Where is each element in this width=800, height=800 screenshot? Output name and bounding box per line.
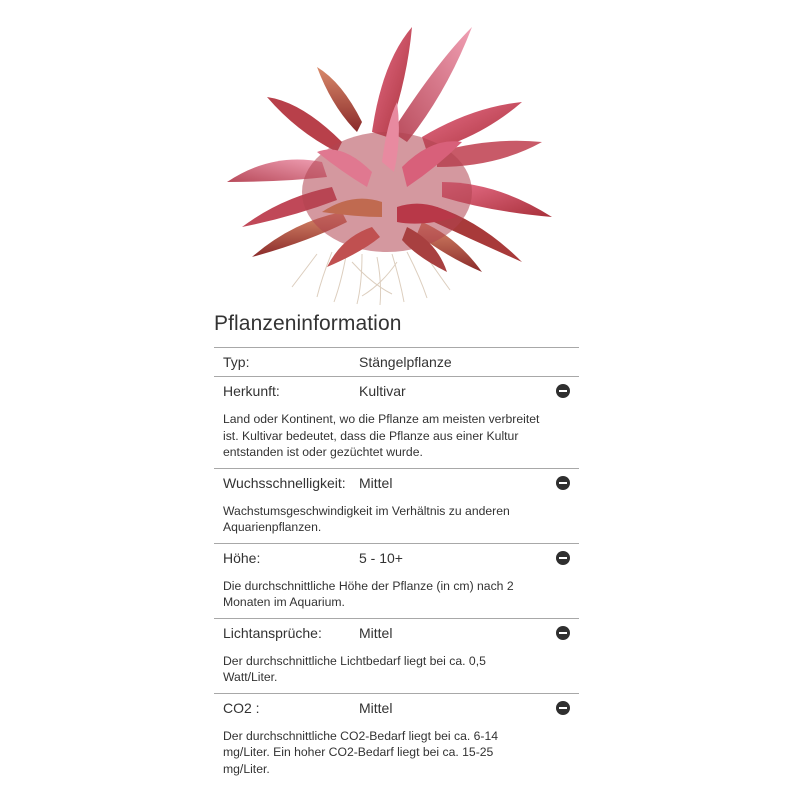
row-label: Höhe: (223, 549, 261, 566)
row-label: Herkunft: (223, 383, 280, 399)
row-description: Der durchschnittliche Lichtbedarf liegt bei ca. 0,5 Watt/Liter. (223, 653, 486, 684)
row-value: 5 - 10+ (359, 549, 403, 566)
row-label: Lichtansprüche: (223, 624, 322, 641)
row-value: Mittel (359, 474, 393, 491)
minus-circle-icon[interactable] (556, 626, 570, 640)
row-label: CO2 : (223, 699, 260, 716)
row-value: Kultivar (359, 383, 406, 399)
row-description: Die durchschnittliche Höhe der Pflanze (in cm) nach 2 Monaten im Aquarium. (223, 578, 514, 609)
page-title: Pflanzeninformation (214, 312, 402, 335)
minus-circle-icon[interactable] (556, 476, 570, 490)
plant-illustration (222, 22, 562, 307)
row-description: Wachstumsgeschwindigkeit im Verhältnis zu anderen Aquarienpflanzen. (223, 503, 510, 534)
info-row-growth-rate (214, 468, 579, 543)
row-description: Der durchschnittliche CO2-Bedarf liegt bei ca. 6-14 mg/Liter. Ein hoher CO2-Bedarf liegt bei ca. 15-25 mg/Liter. (223, 728, 499, 776)
info-row-origin (214, 376, 579, 468)
row-label: Wuchsschnelligkeit: (223, 474, 346, 491)
info-row-height (214, 543, 579, 618)
row-label: Typ: (223, 354, 250, 370)
row-description: Land oder Kontinent, wo die Pflanze am meisten verbreitet ist. Kultivar bedeutet, dass die Pflanze aus einer Kultur entstanden ist oder gezüchtet wurde. (223, 412, 540, 459)
row-value: Mittel (359, 699, 393, 716)
minus-circle-icon[interactable] (556, 551, 570, 565)
info-row-co2 (214, 693, 579, 785)
row-value: Stängelpflanze (359, 354, 452, 370)
minus-circle-icon[interactable] (556, 384, 570, 398)
plant-info-table (214, 347, 579, 784)
info-row-light (214, 618, 579, 693)
info-row-type (214, 347, 579, 376)
minus-circle-icon[interactable] (556, 701, 570, 715)
row-value: Mittel (359, 624, 393, 641)
